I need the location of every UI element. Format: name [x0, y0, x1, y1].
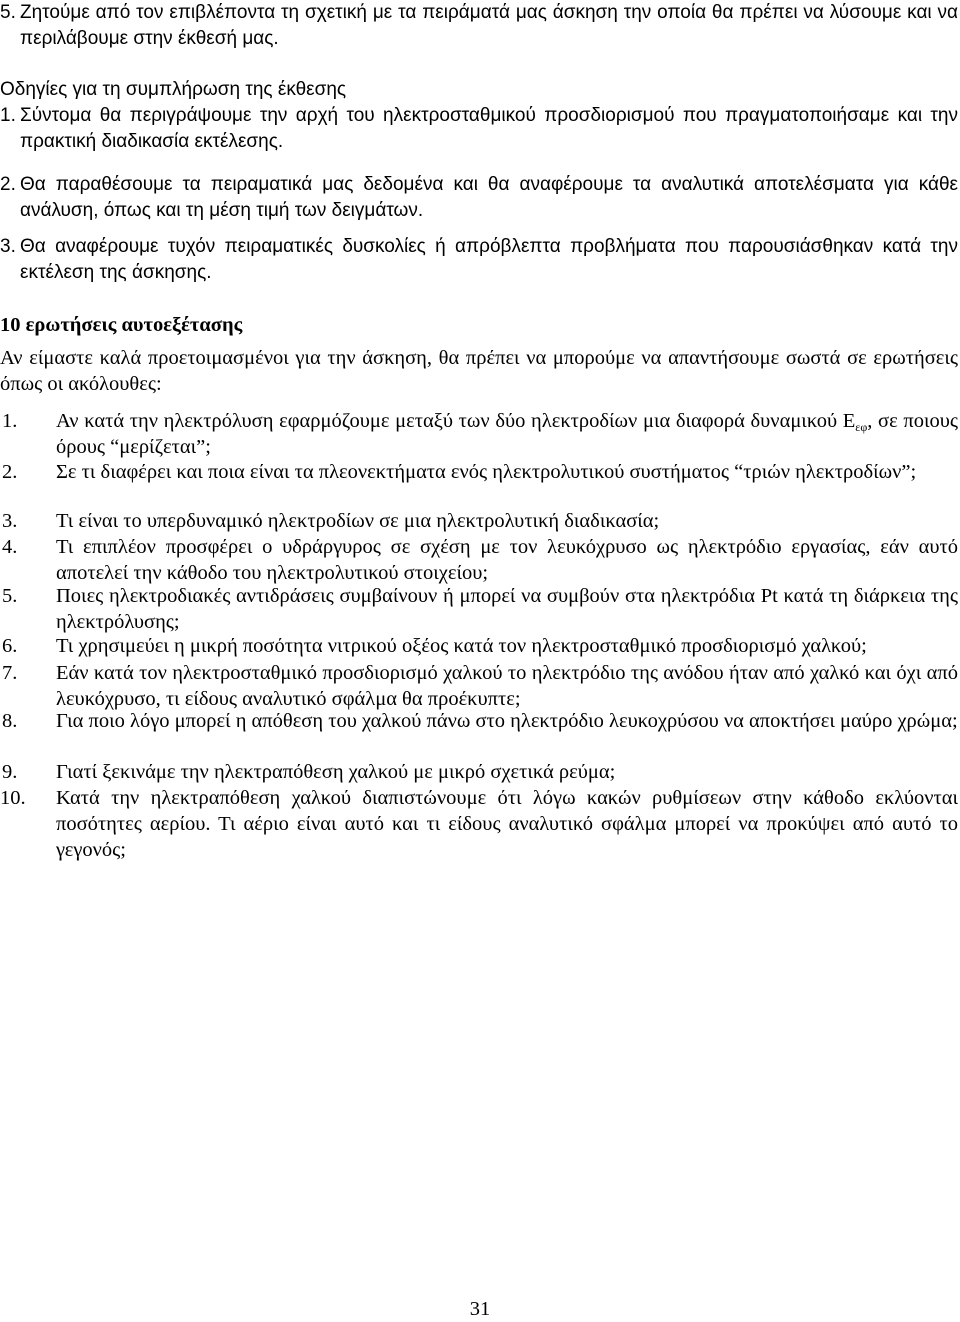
instruction-text: Θα παραθέσουμε τα πειραματικά μας δεδομένα και θα αναφέρουμε τα αναλυτικά αποτελέσματα για κάθε ανάλυση, όπως και τη μέση τιμή των δειγμάτων. — [20, 174, 958, 221]
question-item — [0, 759, 958, 785]
intro-item-text: Ζητούμε από τον επιβλέποντα τη σχετική με τα πειράματά μας άσκηση την οποία θα πρέπει να λύσουμε και να περιλάβουμε στην έκθεσή μας. — [20, 2, 958, 49]
question-item — [0, 459, 958, 485]
instruction-item — [0, 234, 958, 286]
question-text: Εάν κατά τον ηλεκτροσταθμικό προσδιορισμό χαλκού το ηλεκτρόδιο της ανόδου ήταν από χαλκό και όχι από λευκόχρυσο, τι είδους αναλυτικό σφάλμα θα προέκυπτε; — [56, 662, 958, 710]
question-text: Για ποιο λόγο μπορεί η απόθεση του χαλκού πάνω στο ηλεκτρόδιο λευκοχρύσου να αποκτήσει μαύρο χρώμα; — [56, 710, 958, 732]
question-number: 6. — [2, 635, 18, 657]
question-text: Τι χρησιμεύει η μικρή ποσότητα νιτρικού οξέος κατά τον ηλεκτροσταθμικό προσδιορισμό χαλκού; — [56, 635, 867, 657]
question-item — [0, 785, 958, 863]
intro-item-number: 5. — [0, 2, 16, 23]
question-number: 2. — [2, 461, 18, 483]
question-number: 5. — [2, 585, 18, 607]
instruction-text: Σύντομα θα περιγράψουμε την αρχή του ηλεκτροσταθμικού προσδιορισμού που πραγματοποιήσαμε και την πρακτική διαδικασία εκτέλεσης. — [20, 105, 958, 152]
question-number: 9. — [2, 761, 18, 783]
question-text: Σε τι διαφέρει και ποια είναι τα πλεονεκτήματα ενός ηλεκτρολυτικού συστήματος “τριών ηλεκτροδίων”; — [56, 461, 917, 483]
question-number: 4. — [2, 536, 18, 558]
question-item — [0, 508, 958, 534]
question-number: 8. — [2, 710, 18, 732]
instruction-number: 2. — [0, 174, 16, 195]
instruction-item — [0, 172, 958, 224]
instructions-heading: Οδηγίες για τη συμπλήρωση της έκθεσης — [0, 79, 347, 100]
question-item — [0, 708, 958, 734]
question-text: Ποιες ηλεκτροδιακές αντιδράσεις συμβαίνουν ή μπορεί να συμβούν στα ηλεκτρόδια Pt κατά τη διάρκεια της ηλεκτρόλυσης; — [56, 585, 958, 633]
question-text: Κατά την ηλεκτραπόθεση χαλκού διαπιστώνουμε ότι λόγω κακών ρυθμίσεων στην κάθοδο εκλύονται ποσότητες αερίου. Τι αέριο είναι αυτό και τι είδους αναλυτικό σφάλμα μπορεί να προκύψει από αυτό το γεγονός; — [56, 787, 958, 861]
question-number: 7. — [2, 662, 18, 684]
question-item — [0, 534, 958, 586]
instruction-text: Θα αναφέρουμε τυχόν πειραματικές δυσκολίες ή απρόβλεπτα προβλήματα που παρουσιάσθηκαν κατά την εκτέλεση της άσκησης. — [20, 236, 958, 283]
self-assessment-heading: 10 ερωτήσεις αυτοεξέτασης — [0, 314, 243, 336]
question-item — [0, 633, 958, 659]
self-assessment-intro: Αν είμαστε καλά προετοιμασμένοι για την άσκηση, θα πρέπει να μπορούμε να απαντήσουμε σωστά σε ερωτήσεις όπως οι ακόλουθες: — [0, 347, 958, 395]
question-text: Γιατί ξεκινάμε την ηλεκτραπόθεση χαλκού με μικρό σχετικά ρεύμα; — [56, 761, 616, 783]
instruction-item — [0, 103, 958, 155]
question-item — [0, 408, 958, 460]
instruction-number: 3. — [0, 236, 16, 257]
instruction-number: 1. — [0, 105, 16, 126]
question-text: Αν κατά την ηλεκτρόλυση εφαρμόζουμε μεταξύ των δύο ηλεκτροδίων μια διαφορά δυναμικού $E_{\varepsilon\varphi}$, σε ποιους όρους “μερίζεται”; — [56, 410, 959, 458]
question-number: 1. — [2, 410, 18, 432]
intro-item — [0, 0, 958, 52]
page-number: 31 — [469, 1298, 491, 1320]
question-text: Τι είναι το υπερδυναμικό ηλεκτροδίων σε μια ηλεκτρολυτική διαδικασία; — [56, 510, 660, 532]
question-item — [0, 660, 958, 712]
question-text: Τι επιπλέον προσφέρει ο υδράργυρος σε σχέση με τον λευκόχρυσο ως ηλεκτρόδιο εργασίας, εάν αυτό αποτελεί την κάθοδο του ηλεκτρολυτικού στοιχείου; — [56, 536, 958, 584]
question-number: 3. — [2, 510, 18, 532]
question-item — [0, 583, 958, 635]
question-number: 10. — [0, 787, 26, 809]
